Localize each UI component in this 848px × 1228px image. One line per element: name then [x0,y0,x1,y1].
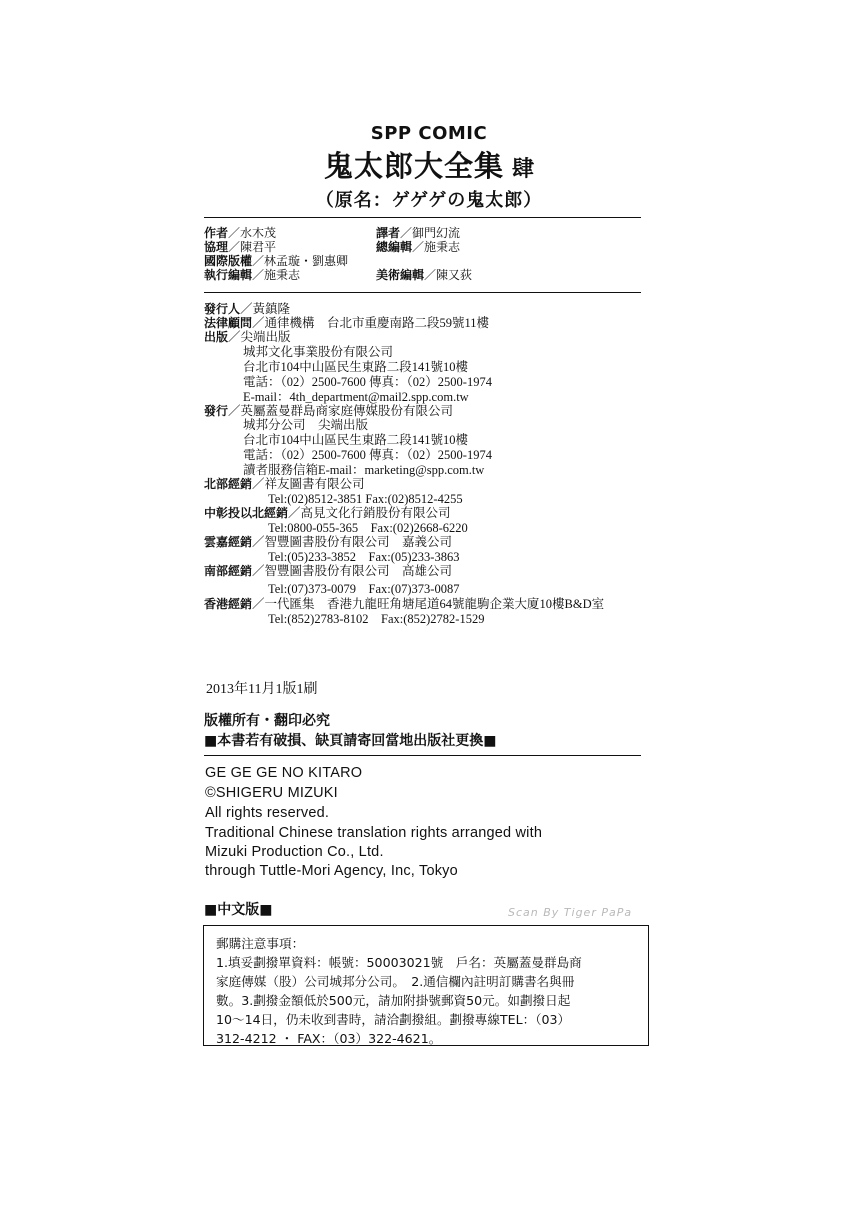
credit-intl-rights: 國際版權／林孟璇・劉惠卿 [204,254,349,268]
distributor-line: 中彰投以北經銷／高見文化行銷股份有限公司 [204,506,451,520]
original-title: （原名：ゲゲゲの鬼太郎） [315,190,543,211]
credit-chief-editor: 總編輯／施秉志 [376,240,461,254]
publisher-line: 出版／尖端出版 [204,330,291,344]
publisher-line: 城邦分公司 尖端出版 [243,418,369,432]
distributor-contact: Tel:0800-055-365 Fax:(02)2668-6220 [268,521,468,535]
publisher-line: 電話：（02）2500-7600 傳真：（02）2500-1974 [243,375,492,389]
notice-line: 數。3.劃撥金額低於500元，請加附掛號郵資50元。如劃撥日起 [216,993,571,1008]
notice-heading: 郵購注意事項： [216,936,305,951]
scan-watermark: Scan By Tiger PaPa [508,906,633,919]
english-line: All rights reserved. [205,805,330,821]
notice-line: 312-4212 ・ FAX：（03）322-4621。 [216,1031,442,1046]
english-line: Traditional Chinese translation rights arranged with [205,825,543,841]
series-label: SPP COMIC [370,123,488,144]
publisher-line: 法律顧問／通律機構 台北市重慶南路二段59號11樓 [204,316,490,330]
distributor-contact: Tel:(05)233-3852 Fax:(05)233-3863 [268,550,460,564]
publisher-line: 台北市104中山區民生東路二段141號10樓 [243,433,469,447]
notice-line: 10～14日，仍未收到書時，請洽劃撥組。劃撥專線TEL：（03） [216,1012,571,1027]
chinese-edition-label: ■中文版■ [204,902,273,918]
publisher-line: 發行人／黃鎮隆 [204,302,291,316]
publisher-line: 電話：（02）2500-7600 傳真：（02）2500-1974 [243,448,492,462]
notice-line: 家庭傳媒（股）公司城邦分公司。 2.通信欄內註明訂購書名與冊 [216,974,575,989]
credit-art-editor: 美術編輯／陳又荻 [376,268,473,282]
notice-line: 1.填妥劃撥單資料：帳號：50003021號 戶名：英屬蓋曼群島商 [216,955,582,970]
credit-translator: 譯者／御門幻流 [376,226,461,240]
mail-order-notice [203,925,649,1046]
distributor-line: 北部經銷／祥友圖書有限公司 [204,477,365,491]
publisher-email: 讀者服務信箱E-mail：marketing@spp.com.tw [243,463,485,477]
distributor-line: 雲嘉經銷／智豐圖書股份有限公司 嘉義公司 [204,535,453,549]
credit-author: 作者／水木茂 [204,226,277,240]
volume-number: 肆 [512,157,535,182]
credit-manager: 協理／陳君平 [204,240,277,254]
distributor-contact: Tel:(852)2783-8102 Fax:(852)2782-1529 [268,612,485,626]
distributor-line: 南部經銷／智豐圖書股份有限公司 高雄公司 [204,564,453,578]
replacement-notice: ■本書若有破損、缺頁請寄回當地出版社更換■ [204,733,497,749]
divider-credits [204,292,641,293]
english-line: ©SHIGERU MIZUKI [205,785,338,801]
rights-notice: 版權所有・翻印必究 [204,713,330,729]
edition-date: 2013年11月1版1刷 [206,682,318,697]
english-line: GE GE GE NO KITARO [205,765,363,781]
publisher-line: 發行／英屬蓋曼群島商家庭傳媒股份有限公司 [204,404,454,418]
distributor-contact: Tel:(02)8512-3851 Fax:(02)8512-4255 [268,492,463,506]
english-line: through Tuttle-Mori Agency, Inc, Tokyo [205,863,458,879]
publisher-email: E-mail：4th_department@mail2.spp.com.tw [243,390,469,404]
title-row [0,144,848,185]
distributor-contact: Tel:(07)373-0079 Fax:(07)373-0087 [268,582,460,596]
english-line: Mizuki Production Co., Ltd. [205,844,384,860]
divider-top [204,217,641,218]
distributor-line: 香港經銷／一代匯集 香港九龍旺角塘尾道64號龍駒企業大廈10樓B&D室 [204,597,605,611]
publisher-line: 台北市104中山區民生東路二段141號10樓 [243,360,469,374]
credit-exec-editor: 執行編輯／施秉志 [204,268,301,282]
publisher-line: 城邦文化事業股份有限公司 [243,345,394,359]
divider-rights [204,755,641,756]
book-title: 鬼太郎大全集 [323,149,504,183]
